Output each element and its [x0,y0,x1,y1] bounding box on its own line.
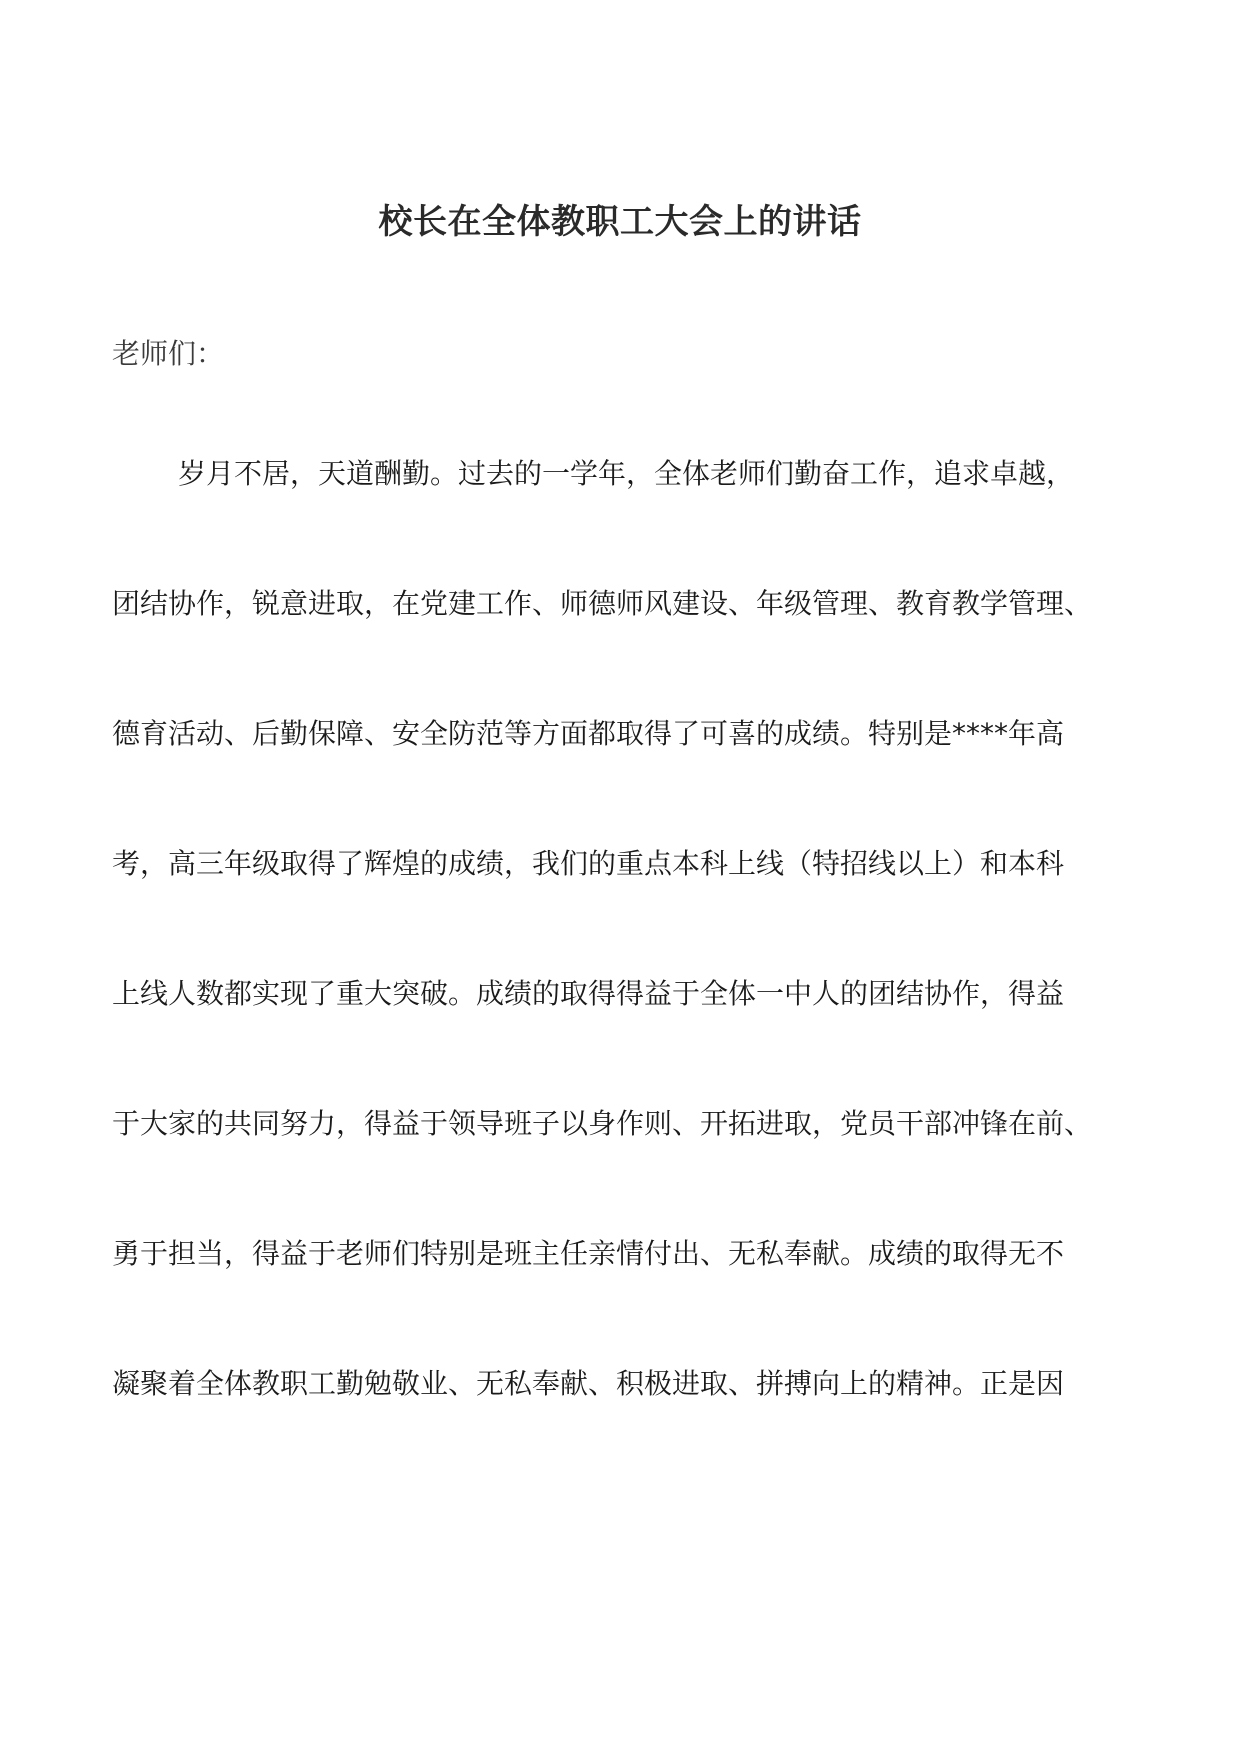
body-line: 于大家的共同努力，得益于领导班子以身作则、开拓进取，党员干部冲锋在前、 [112,1107,1093,1140]
body-line: 团结协作，锐意进取，在党建工作、师德师风建设、年级管理、教育教学管理、 [112,587,1093,620]
body-line: 考，高三年级取得了辉煌的成绩，我们的重点本科上线（特招线以上）和本科 [112,847,1065,880]
body-line: 岁月不居，天道酬勤。过去的一学年，全体老师们勤奋工作，追求卓越， [178,457,1075,490]
salutation: 老师们： [112,337,225,370]
body-line: 勇于担当，得益于老师们特别是班主任亲情付出、无私奉献。成绩的取得无不 [112,1237,1065,1270]
body-line: 凝聚着全体教职工勤勉敬业、无私奉献、积极进取、拼搏向上的精神。正是因 [112,1367,1065,1400]
body-line: 德育活动、后勤保障、安全防范等方面都取得了可喜的成绩。特别是****年高 [112,717,1065,750]
document-title: 校长在全体教职工大会上的讲话 [378,202,862,242]
body-line: 上线人数都实现了重大突破。成绩的取得得益于全体一中人的团结协作，得益 [112,977,1065,1010]
